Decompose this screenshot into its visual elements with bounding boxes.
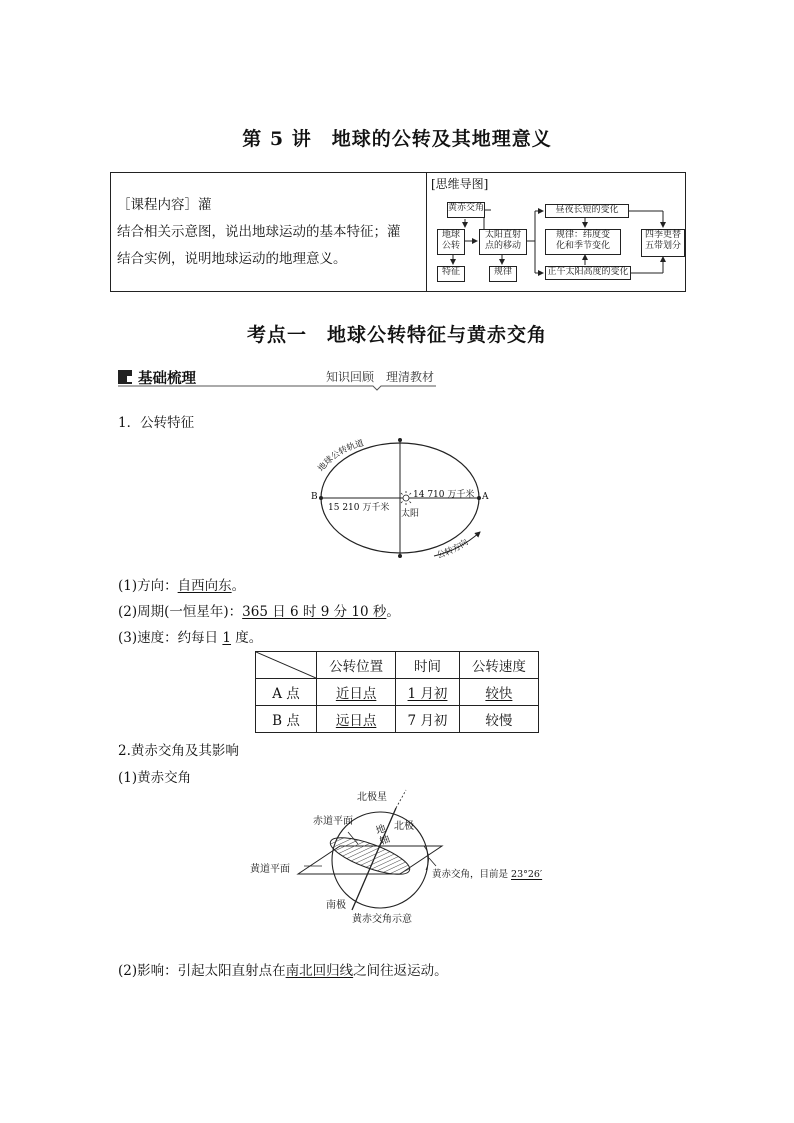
direction-line <box>118 574 245 594</box>
point-a-label: A <box>482 492 489 502</box>
speed-prefix: (3)速度：约每日 <box>118 630 223 646</box>
mindmap-obliquity: 黄赤交角 <box>447 202 485 218</box>
dist-b-label: 15 210 万千米 <box>328 503 390 513</box>
speed-value: 1 <box>222 630 232 646</box>
mindmap-rule: 规律 <box>489 266 517 282</box>
point2-sub1: (1)黄赤交角 <box>118 770 192 786</box>
table-header-row <box>256 652 539 679</box>
cell-value: 近日点 <box>335 686 377 702</box>
course-content <box>117 193 212 213</box>
mindmap-features: 特征 <box>437 266 465 282</box>
course-text-1: 结合相关示意图，说出地球运动的基本特征；灌 <box>117 224 401 240</box>
period-prefix: (2)周期(一恒星年)： <box>118 604 243 620</box>
page-title: 第 5 讲 地球的公转及其地理意义 <box>242 128 552 150</box>
period-value: 365 日 6 时 9 分 10 秒 <box>242 604 387 620</box>
table-cell: B 点 <box>256 706 317 733</box>
table-cell <box>396 679 460 706</box>
section-title: 考点一 地球公转特征与黄赤交角 <box>246 324 547 346</box>
table-cell <box>459 679 538 706</box>
mindmap-seasons-line2: 五带划分 <box>644 241 681 251</box>
mindmap-seasons-line1: 四季更替 <box>644 230 681 240</box>
cell-value: 远日点 <box>335 713 377 729</box>
cell-value: 1 月初 <box>407 686 448 702</box>
speed-table <box>255 651 539 733</box>
table-cell: A 点 <box>256 679 317 706</box>
course-text-2: 结合实例，说明地球运动的地理意义。 <box>117 251 347 267</box>
mindmap-noon: 正午太阳高度的变化 <box>545 266 631 280</box>
mindmap-pattern <box>545 229 621 255</box>
table-cell: 较慢 <box>459 706 538 733</box>
point1-heading: 1．公转特征 <box>118 415 195 431</box>
period-suffix: 。 <box>386 604 400 620</box>
square-icon <box>127 376 133 382</box>
influence-prefix: (2)影响：引起太阳直射点在 <box>118 963 286 979</box>
influence-suffix: 之间往返运动。 <box>353 963 448 979</box>
mindmap <box>427 173 685 291</box>
mindmap-earth-line2: 公转 <box>441 241 460 251</box>
table-header: 公转速度 <box>459 652 538 679</box>
cell-value: 较快 <box>485 686 513 702</box>
influence-value: 南北回归线 <box>285 963 354 979</box>
mindmap-earth <box>437 229 465 255</box>
sun-label: 太阳 <box>401 509 420 519</box>
equator-plane-label: 赤道平面 <box>313 816 353 827</box>
point-b-label: B <box>311 492 318 502</box>
dist-a-label: 14 710 万千米 <box>413 490 475 500</box>
angle-value: 23°26′ <box>511 869 543 880</box>
intro-box <box>110 172 686 292</box>
obliquity-figure <box>246 788 556 928</box>
mindmap-sun-line2: 点的移动 <box>484 241 521 251</box>
point2-heading: 2.黄赤交角及其影响 <box>118 743 239 759</box>
mindmap-sun <box>479 229 527 255</box>
table-corner-cell <box>256 652 317 679</box>
south-pole-label: 南极 <box>326 900 346 911</box>
angle-label <box>432 866 542 880</box>
period-line <box>118 600 400 620</box>
mindmap-daylength: 昼夜长短的变化 <box>545 204 629 218</box>
direction-label: 公转方向 <box>435 537 471 561</box>
heading-underline <box>118 384 436 392</box>
orbit-label: 地球公转轨道 <box>316 438 365 474</box>
figure-caption: 黄赤交角示意 <box>352 914 412 925</box>
table-cell <box>317 706 396 733</box>
mindmap-label: [思维导图] <box>431 177 489 191</box>
mindmap-earth-line1: 地球 <box>441 230 460 240</box>
course-label: ［课程内容］ <box>117 197 198 213</box>
diagonal-line <box>256 652 316 678</box>
speed-line <box>118 626 262 646</box>
mindmap-pattern-line2: 化和季节变化 <box>555 241 610 251</box>
angle-text: 黄赤交角，目前是 <box>432 869 512 880</box>
basics-heading-bar <box>118 366 436 392</box>
north-pole-label: 北极 <box>394 821 414 832</box>
table-row <box>256 679 539 706</box>
basics-tag: 知识回顾 理清教材 <box>326 370 435 384</box>
table-cell <box>317 679 396 706</box>
table-header: 时间 <box>396 652 460 679</box>
course-mark: 灌 <box>198 197 212 213</box>
basics-heading: 基础梳理 <box>138 370 196 387</box>
orbit-figure <box>300 432 500 566</box>
mindmap-sun-line1: 太阳直射 <box>484 230 521 240</box>
mindmap-seasons <box>641 229 685 257</box>
ecliptic-plane-label: 黄道平面 <box>250 864 290 875</box>
speed-suffix: 度。 <box>231 630 263 646</box>
obliquity-diagram <box>246 788 556 928</box>
table-row <box>256 706 539 733</box>
influence-line <box>118 959 448 979</box>
table-header: 公转位置 <box>317 652 396 679</box>
polaris-label: 北极星 <box>357 792 387 803</box>
axis-label: 地轴 <box>374 823 392 848</box>
mindmap-pattern-line1: 规律：纬度变 <box>555 230 610 240</box>
table-cell: 7 月初 <box>396 706 460 733</box>
direction-prefix: (1)方向： <box>118 578 178 594</box>
direction-value: 自西向东 <box>177 578 232 594</box>
direction-suffix: 。 <box>231 578 246 594</box>
